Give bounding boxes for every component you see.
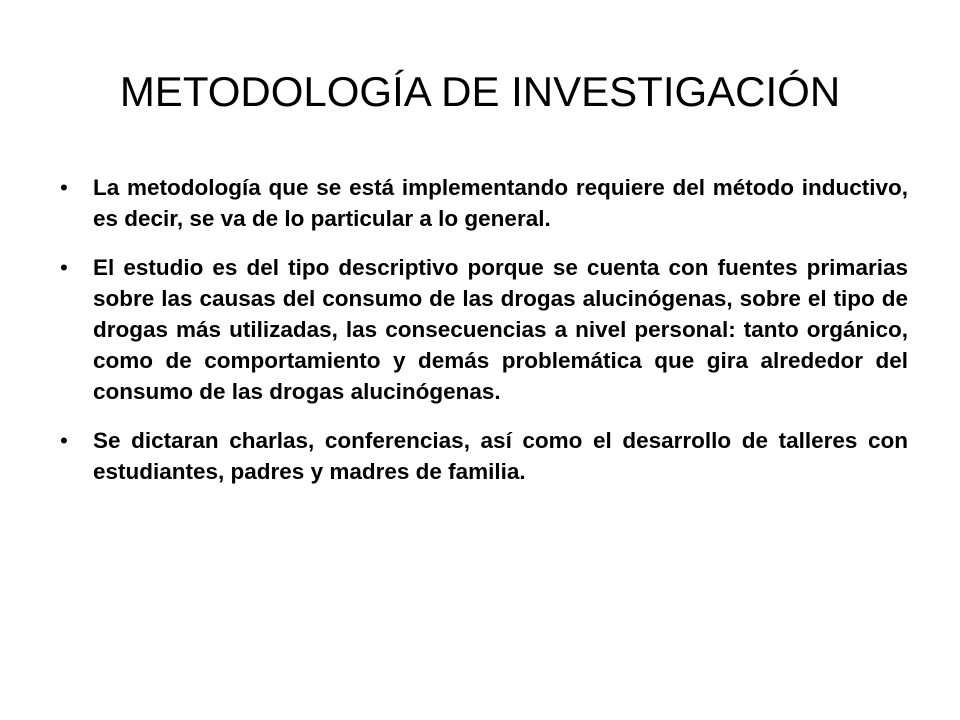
- bullet-text: La metodología que se está implementando requiere del método inductivo, es decir, se va de lo particular a lo general.: [93, 175, 908, 231]
- bullet-dot-icon: •: [60, 428, 68, 453]
- bullet-dot-icon: •: [60, 175, 68, 200]
- bullet-item: [60, 425, 908, 487]
- bullet-text: El estudio es del tipo descriptivo porque se cuenta con fuentes primarias sobre las causas del consumo de las drogas alucinógenas, sobre el tipo de drogas más utilizadas, las consecuencias a nivel personal: tanto orgánico, como de comportamiento y demás problemática que gira alrededor del consumo de las drogas alucinógenas.: [93, 255, 908, 404]
- bullet-item: [60, 252, 908, 407]
- bullet-text: Se dictaran charlas, conferencias, así como el desarrollo de talleres con estudiantes, padres y madres de familia.: [93, 428, 908, 484]
- slide-title: METODOLOGÍA DE INVESTIGACIÓN: [119, 68, 841, 115]
- bullet-list: [60, 172, 908, 505]
- bullet-item: [60, 172, 908, 234]
- bullet-dot-icon: •: [60, 255, 68, 280]
